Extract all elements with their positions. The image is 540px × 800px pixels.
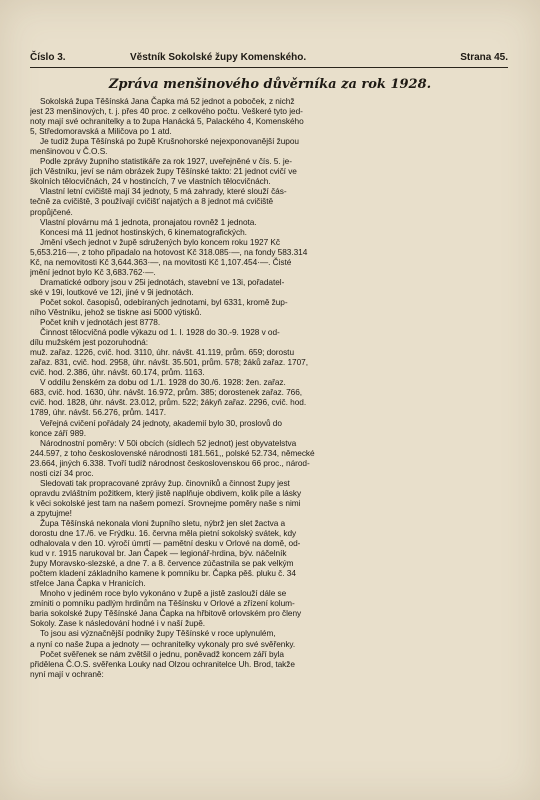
text-line: Dramatické odbory jsou v 25i jednotách, stavební ve 13i, pořadatel- — [40, 276, 285, 287]
text-line: Činnost tělocvičná podle výkazu od 1. I. 1928 do 30.-9. 1928 v od- — [40, 327, 280, 338]
text-line: zařaz. 831, cvič. hod. 2958, úhr. návšt. 35.501, prům. 578; žáků zařaz. 1707, — [30, 357, 308, 368]
text-line: přidělena Č.O.S. svěřenka Louky nad Olzou ochranitelce Uh. Brod, takže — [30, 658, 295, 669]
text-line: konce září 989. — [30, 427, 86, 438]
text-line: a zpytujme! — [30, 507, 72, 518]
text-line: Vlastní plovárnu má 1 jednota, pronajatou rovněž 1 jednota. — [40, 216, 257, 227]
text-line: Veřejná cvičení pořádaly 24 jednoty, akademií bylo 30, proslovů do — [40, 417, 282, 428]
publication-title: Věstník Sokolské župy Komenského. — [130, 52, 307, 63]
text-line: školních tělocvičnách, 24 v hostincích, 7 ve vlastních tělocvičnách. — [30, 176, 271, 187]
header-rule — [30, 67, 508, 68]
text-line: Sokolská župa Těšínská Jana Čapka má 52 jednot a poboček, z nichž — [40, 96, 295, 106]
page-number: Strana 45. — [460, 52, 508, 63]
text-line: ního Věstníku, jehož se tiskne asi 5000 výtisků. — [30, 306, 202, 317]
text-line: Počet svěřenek se nám zvětšil o jednu, poněvadž koncem září byla — [40, 648, 284, 659]
text-line: Sokoly. Zase k následování hodné i v naší župě. — [30, 618, 206, 629]
text-line: k věci sokolské jest tam na našem pomezí. Srovnejme poměry naše s nimi — [30, 497, 301, 508]
text-line: jich Věstníku, jeví se nám obrázek župy Těšínské takto: 21 jednot cvičí ve — [30, 166, 297, 177]
text-line: menšinovou v Č.O.S. — [30, 146, 108, 157]
issue-number: Číslo 3. — [30, 52, 66, 63]
text-line: jest 23 menšinových, t. j. přes 40 proc. z celkového počtu. Veškeré tyto jed- — [30, 106, 303, 117]
text-line: 23.664, jiných 6.338. Tvoří tudíž národnost československou 66 proc., národ- — [30, 457, 310, 468]
text-line: Vlastní letní cvičiště mají 34 jednoty, 5 má zahrady, které slouží čás- — [40, 186, 287, 197]
text-line: 1789, úhr. návšt. 56.276, prům. 1417. — [30, 407, 167, 418]
text-line: jmění jednot bylo Kč 3,683.762·—. — [30, 266, 156, 277]
text-line: baria sokolské župy Těšínské Jana Čapka na hřbitově orlovském pro členy — [30, 608, 302, 619]
text-line: Župa Těšínská nekonala vloni župního sletu, nýbrž jen slet žactva a — [40, 517, 286, 528]
text-line: 244.597, z toho československé národnosti 181.561,, polské 52.734, německé — [30, 447, 315, 458]
text-line: cvič. hod. 2.386, úhr. návšt. 60.174, prům. 1163. — [30, 367, 205, 378]
text-line: Je tudíž župa Těšínská po župě Krušnohorské nejexponovanější župou — [40, 136, 299, 147]
text-line: 683, cvič. hod. 1630, úhr. návšt. 16.972, prům. 385; dorostenek zařaz. 766, — [30, 387, 303, 398]
text-line: Počet sokol. časopisů, odebíraných jednotami, byl 6331, kromě žup- — [40, 296, 288, 307]
text-line: střelce Jana Čapka v Hranicích. — [30, 578, 146, 589]
article-title: Zpráva menšinového důvěrníka za rok 1928. — [108, 77, 432, 92]
text-line: počtem kladení základního kamene k pomníku br. Čapka pěš. pluku č. 34 — [30, 568, 296, 579]
text-line: Národnostní poměry: V 50i obcích (sídlech 52 jednot) jest obyvatelstva — [40, 437, 297, 448]
text-line: odhalovala v den 10. výročí úmrtí — pamětní desku v Orlové na domě, od- — [30, 538, 301, 549]
text-line: nyní mají v ochraně: — [30, 668, 104, 679]
text-line: V oddílu ženském za dobu od 1./1. 1928 do 30./6. 1928: žen. zařaz. — [40, 377, 286, 388]
text-line: To jsou asi význačnější podniky župy Těšínské v roce uplynulém, — [40, 628, 276, 639]
text-line: Mnoho v jediném roce bylo vykonáno v župě a jistě zaslouží dále se — [40, 588, 287, 599]
text-line: nosti cizí 34 proc. — [30, 467, 94, 478]
text-line: Počet knih v jednotách jest 8778. — [40, 317, 161, 328]
text-line: 5, Středomoravská a Miličova po 1 atd. — [30, 126, 172, 137]
text-line: dílu mužském jest pozoruhodná: — [30, 337, 148, 348]
text-line: opravdu zvláštním požitkem, který jistě naplňuje obdivem, kolik píle a lásky — [30, 487, 302, 498]
text-line: dorostu dne 17./6. ve Frýdku. 16. června měla pietní sokolský svátek, kdy — [30, 528, 297, 539]
text-line: Kč, na nemovitosti Kč 3,644.363·—, na movitosti Kč 1,107.454·—. Čisté — [30, 256, 292, 267]
page-header — [30, 52, 508, 66]
text-line: muž. zařaz. 1226, cvič. hod. 3110, úhr. návšt. 41.119, prům. 659; dorostu — [30, 347, 295, 358]
text-line: župy Moravsko-slezské, a dne 7. a 8. července zúčastnila se pak velkým — [30, 558, 294, 569]
text-line: Sledovati tak propracované zprávy žup. činovníků a činnost župy jest — [40, 477, 290, 488]
text-line: kud v r. 1915 narukoval br. Jan Čapek — legionář-hrdina, býv. náčelník — [30, 548, 287, 559]
text-line: cvič. hod. 1828, úhr. návšt. 23.012, prům. 522; žákyň zařaz. 2296, cvič. hod. — [30, 397, 307, 408]
text-line: a nyní co naše župa a jednoty — ochranitelky vykonaly pro své svěřenky. — [30, 638, 296, 649]
text-line: noty mají své ochranitelky a to župa Hanácká 5, Palackého 4, Komenského — [30, 116, 304, 127]
article-body — [30, 96, 514, 679]
text-line: Jmění všech jednot v župě sdružených bylo koncem roku 1927 Kč — [40, 236, 280, 247]
text-line: 5,653.216·—, z toho připadalo na hotovost Kč 318.085·—, na fondy 583.314 — [30, 246, 308, 257]
text-line: ské v 19i, loutkové ve 12i, jiné v 9i jednotách. — [30, 286, 194, 297]
text-line: Podle zprávy župního statistikáře za rok 1927, uveřejněné v čís. 5. je- — [40, 156, 292, 167]
text-line: tečně za cvičiště, 3 používají cvičišť najatých a 8 jednot má cvičiště — [30, 196, 274, 207]
text-line: propůjčené. — [30, 206, 73, 217]
text-line: zmíniti o pomníku padlým hrdinům na Těšínsku v Orlové a zřízení kolum- — [30, 598, 295, 609]
text-line: Koncesi má 11 jednot hostinských, 6 kinematografických. — [40, 226, 247, 237]
